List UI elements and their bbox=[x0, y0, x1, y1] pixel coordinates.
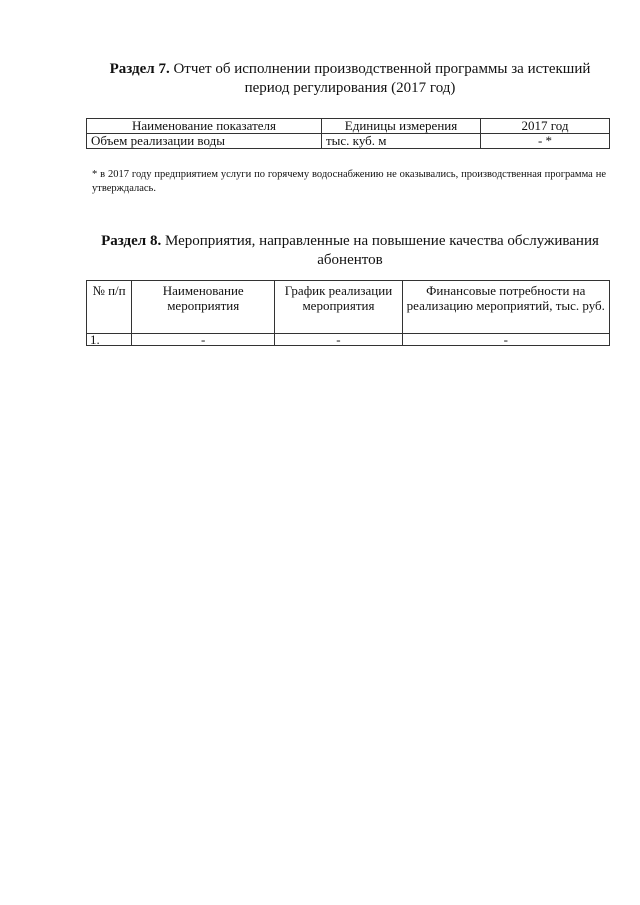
section-7-footnote: * в 2017 году предприятием услуги по горячему водоснабжению не оказывались, производственная программа не утверждалась. bbox=[92, 169, 606, 194]
cell-indicator: Объем реализации воды bbox=[87, 134, 322, 149]
cell-units: тыс. куб. м bbox=[322, 134, 481, 149]
header-schedule: График реализации мероприятия bbox=[275, 281, 402, 334]
section-7-title: Отчет об исполнении производственной программы за истекший период регулирования (2017 год) bbox=[173, 61, 591, 96]
header-units: Единицы измерения bbox=[322, 119, 481, 134]
section-8-table bbox=[86, 280, 610, 346]
header-measure-name: Наименование мероприятия bbox=[132, 281, 275, 334]
section-8-heading bbox=[90, 232, 610, 270]
section-7-heading bbox=[90, 60, 610, 98]
cell-number: 1. bbox=[87, 334, 132, 346]
header-number: № п/п bbox=[87, 281, 132, 334]
section-8-title: Мероприятия, направленные на повышение качества обслуживания абонентов bbox=[164, 233, 599, 268]
header-financial-needs: Финансовые потребности на реализацию мероприятий, тыс. руб. bbox=[402, 281, 609, 334]
cell-value: - * bbox=[481, 134, 610, 149]
cell-financial: - bbox=[402, 334, 609, 346]
section-7-table bbox=[86, 118, 610, 149]
header-indicator-name: Наименование показателя bbox=[87, 119, 322, 134]
table-row bbox=[87, 134, 610, 149]
table-header-row bbox=[87, 119, 610, 134]
table-row bbox=[87, 334, 610, 346]
header-year: 2017 год bbox=[481, 119, 610, 134]
section-8-label: Раздел 8. bbox=[101, 233, 162, 249]
table-header-row bbox=[87, 281, 610, 334]
cell-measure: - bbox=[132, 334, 275, 346]
cell-schedule: - bbox=[275, 334, 402, 346]
section-7-label: Раздел 7. bbox=[109, 61, 170, 77]
